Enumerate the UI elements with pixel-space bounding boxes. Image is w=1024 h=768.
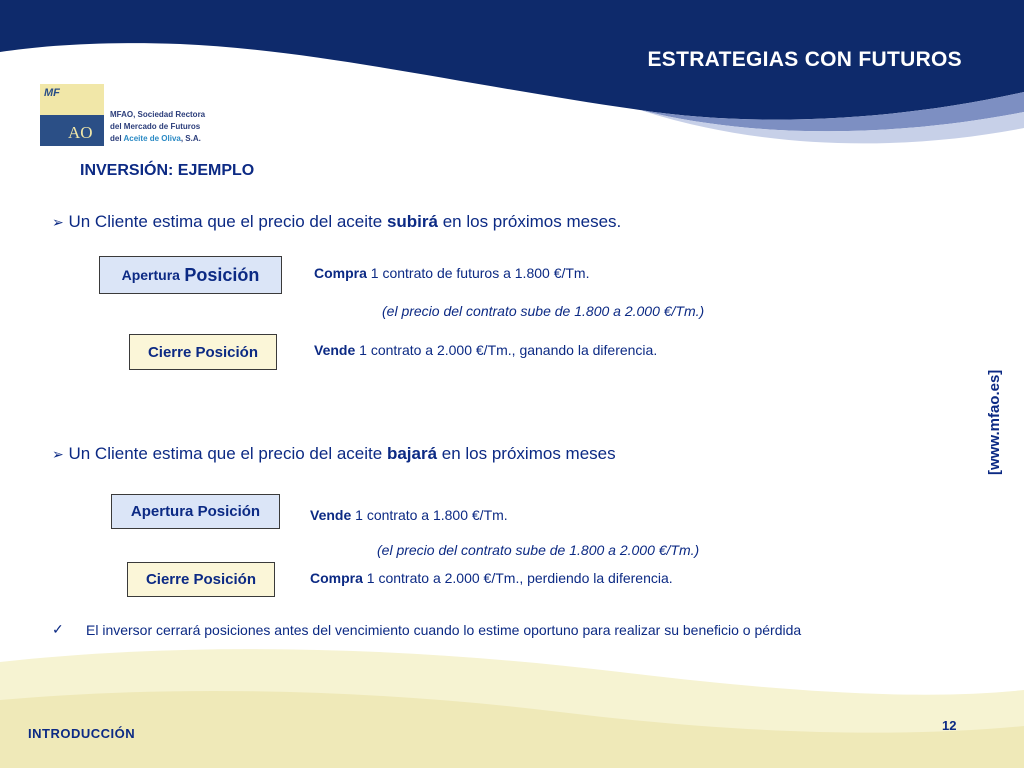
svg-text:MF: MF <box>44 87 60 99</box>
checkmark-icon: ✓ <box>52 621 64 637</box>
open-position-box-down: Apertura Posición <box>111 494 280 529</box>
price-note-up: (el precio del contrato sube de 1.800 a 2.000 €/Tm.) <box>382 303 705 319</box>
price-note-down: (el precio del contrato sube de 1.800 a 2.000 €/Tm.) <box>377 542 700 558</box>
close-action-down: Compra 1 contrato a 2.000 €/Tm., perdiendo la diferencia. <box>310 570 673 586</box>
bullet-scenario-up: ➢ Un Cliente estima que el precio del aceite subirá en los próximos meses. <box>52 212 622 231</box>
bullet-scenario-down: ➢ Un Cliente estima que el precio del aceite bajará en los próximos meses <box>52 444 616 463</box>
close-position-box-up: Cierre Posición <box>129 334 277 370</box>
close-action-up: Vende 1 contrato a 2.000 €/Tm., ganando la diferencia. <box>314 342 658 358</box>
website-url: [www.mfao.es] <box>986 369 1003 475</box>
close-position-box-down: Cierre Posición <box>127 562 275 597</box>
mfao-logo <box>40 84 104 146</box>
arrow-bullet-icon: ➢ <box>52 446 64 462</box>
page-title: ESTRATEGIAS CON FUTUROS <box>647 48 962 71</box>
logo-text: MFAO, Sociedad Rectora del Mercado de Futuros del Aceite de Oliva, S.A. <box>110 110 206 143</box>
open-action-down: Vende 1 contrato a 1.800 €/Tm. <box>310 507 508 523</box>
svg-text:AO: AO <box>68 123 93 142</box>
section-heading: INVERSIÓN: EJEMPLO <box>80 162 255 179</box>
page-number: 12 <box>942 718 957 733</box>
conclusion-text: El inversor cerrará posiciones antes del vencimiento cuando lo estime oportuno para realizar su beneficio o pérdida <box>86 622 802 638</box>
open-position-box-up: Apertura Posición <box>99 256 282 294</box>
arrow-bullet-icon: ➢ <box>52 214 64 230</box>
footer-section-label: INTRODUCCIÓN <box>28 726 136 741</box>
open-action-up: Compra 1 contrato de futuros a 1.800 €/Tm. <box>314 265 590 281</box>
